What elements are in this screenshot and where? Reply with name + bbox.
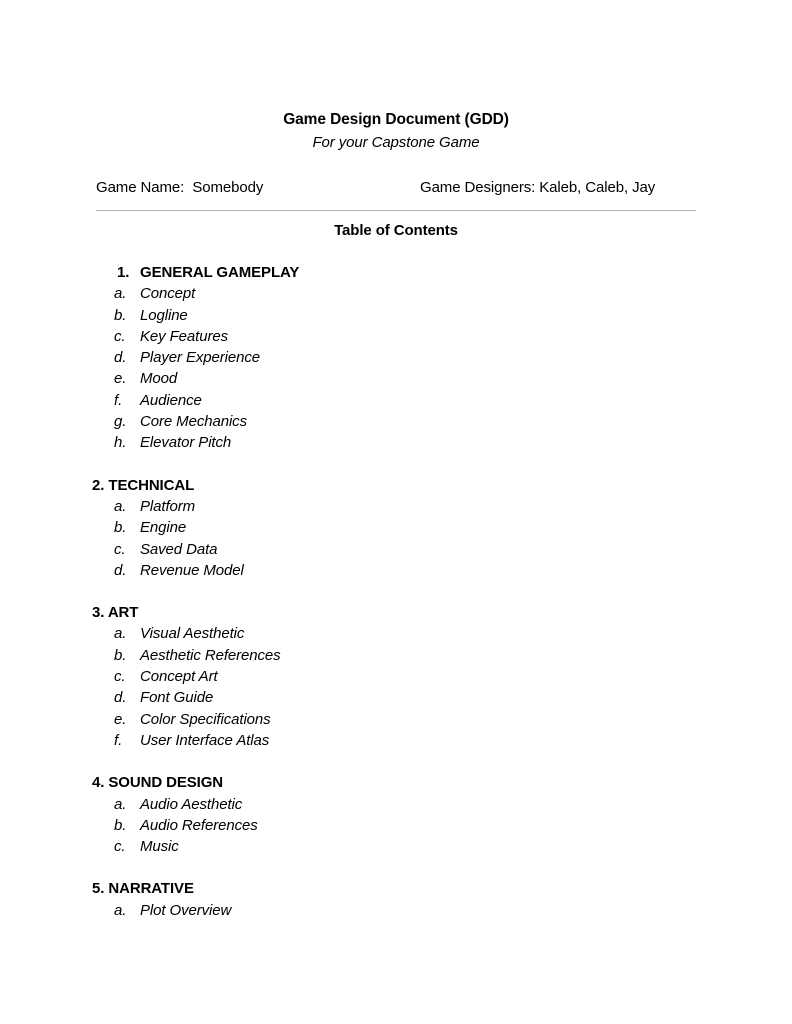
toc-subitem-marker: b. [114, 816, 127, 834]
toc-subitem-marker: d. [114, 561, 127, 579]
toc-subitem-marker: b. [114, 306, 127, 324]
toc-subitem-list [92, 900, 732, 921]
toc-subitem-marker: c. [114, 668, 126, 686]
toc-subitem-label: Elevator Pitch [140, 434, 232, 452]
toc-subitem[interactable] [92, 794, 732, 815]
toc-subitem-marker: e. [114, 370, 127, 388]
toc-subitem[interactable] [92, 368, 732, 389]
toc-section-title: NARRATIVE [104, 880, 194, 898]
toc-subitem-marker: a. [114, 625, 127, 643]
toc-subitem[interactable] [92, 326, 732, 347]
toc-subitem[interactable] [92, 709, 732, 730]
toc-subitem[interactable] [92, 815, 732, 836]
table-of-contents-heading: Table of Contents [334, 222, 458, 239]
toc-subitem[interactable] [92, 623, 732, 644]
toc-subitem[interactable] [92, 432, 732, 453]
toc-subitem-marker: d. [114, 689, 127, 707]
toc-subitem-label: Audio References [140, 816, 258, 834]
toc-subitem-label: Mood [140, 370, 178, 388]
toc-subitem-marker: h. [114, 434, 127, 452]
toc-subitem[interactable] [92, 539, 732, 560]
toc-section [92, 602, 732, 751]
toc-subitem-marker: a. [114, 795, 127, 813]
toc-subitem-label: Audience [140, 391, 202, 409]
toc-subitem-marker: b. [114, 646, 127, 664]
table-of-contents-body [92, 262, 732, 921]
toc-subitem-label: Player Experience [140, 349, 261, 367]
toc-subitem-label: Core Mechanics [140, 413, 247, 431]
toc-subitem-list [92, 283, 732, 453]
header-divider-rule [96, 210, 696, 211]
toc-subitem-label: Audio Aesthetic [140, 795, 243, 813]
toc-section [92, 878, 732, 921]
toc-subitem-label: Concept Art [140, 668, 218, 686]
toc-subitem[interactable] [92, 900, 732, 921]
toc-section-number: 2. [92, 476, 105, 494]
toc-subitem[interactable] [92, 283, 732, 304]
toc-subitem-label: Revenue Model [140, 561, 244, 579]
toc-subitem-marker: a. [114, 497, 127, 515]
toc-subitem-label: Logline [140, 306, 188, 324]
document-header [96, 110, 696, 153]
toc-subitem-label: Saved Data [140, 540, 218, 558]
toc-section [92, 475, 732, 581]
document-subtitle: For your Capstone Game [312, 134, 480, 151]
toc-subitem-label: Music [140, 838, 179, 856]
toc-section-heading[interactable] [92, 772, 732, 793]
toc-subitem[interactable] [92, 560, 732, 581]
toc-subitem-marker: a. [114, 285, 127, 303]
toc-subitem-list [92, 623, 732, 751]
toc-subitem-label: Platform [140, 497, 196, 515]
toc-subitem-marker: c. [114, 540, 126, 558]
toc-subitem-label: Visual Aesthetic [140, 625, 245, 643]
document-title: Game Design Document (GDD) [283, 111, 509, 128]
toc-section-heading[interactable] [92, 602, 732, 623]
toc-subitem[interactable] [92, 517, 732, 538]
toc-section-number: 4. [92, 774, 105, 792]
toc-section [92, 772, 732, 857]
game-name-field: Game Name: Somebody [96, 179, 264, 196]
toc-subitem-label: Aesthetic References [140, 646, 281, 664]
toc-section-number: 3. [92, 604, 105, 622]
toc-subitem-label: Concept [140, 285, 196, 303]
toc-subitem-marker: e. [114, 710, 127, 728]
toc-subitem[interactable] [92, 687, 732, 708]
toc-subitem-marker: c. [114, 838, 126, 856]
game-designers-field: Game Designers: Kaleb, Caleb, Jay [420, 179, 656, 196]
toc-subitem[interactable] [92, 496, 732, 517]
toc-subitem-marker: f. [114, 391, 123, 409]
toc-subitem-label: Key Features [140, 327, 229, 345]
toc-subitem[interactable] [92, 836, 732, 857]
toc-section-title: ART [104, 604, 139, 622]
toc-subitem-list [92, 794, 732, 858]
toc-subitem[interactable] [92, 730, 732, 751]
toc-section-number: 5. [92, 880, 105, 898]
toc-subitem-label: Engine [140, 519, 187, 537]
toc-subitem-marker: a. [114, 901, 127, 919]
toc-subitem[interactable] [92, 645, 732, 666]
toc-subitem-marker: f. [114, 731, 123, 749]
toc-subitem[interactable] [92, 411, 732, 432]
toc-subitem-label: Color Specifications [140, 710, 271, 728]
toc-subitem-list [92, 496, 732, 581]
toc-section-heading[interactable] [92, 878, 732, 899]
document-meta-row [96, 177, 696, 199]
toc-subitem-label: Plot Overview [140, 901, 232, 919]
toc-subitem[interactable] [92, 347, 732, 368]
toc-subitem-marker: c. [114, 327, 126, 345]
toc-section-title: GENERAL GAMEPLAY [140, 264, 300, 281]
toc-section-number: 1. [117, 264, 130, 281]
toc-section-heading[interactable] [92, 262, 732, 283]
toc-subitem-marker: g. [114, 413, 127, 431]
toc-subitem[interactable] [92, 666, 732, 687]
toc-subitem[interactable] [92, 305, 732, 326]
toc-subitem[interactable] [92, 390, 732, 411]
toc-subitem-marker: d. [114, 349, 127, 367]
toc-section-title: TECHNICAL [104, 476, 195, 494]
toc-subitem-marker: b. [114, 519, 127, 537]
toc-subitem-label: User Interface Atlas [140, 731, 270, 749]
toc-section-heading[interactable] [92, 475, 732, 496]
toc-section-title: SOUND DESIGN [104, 774, 224, 792]
toc-section [92, 262, 732, 454]
toc-subitem-label: Font Guide [140, 689, 214, 707]
